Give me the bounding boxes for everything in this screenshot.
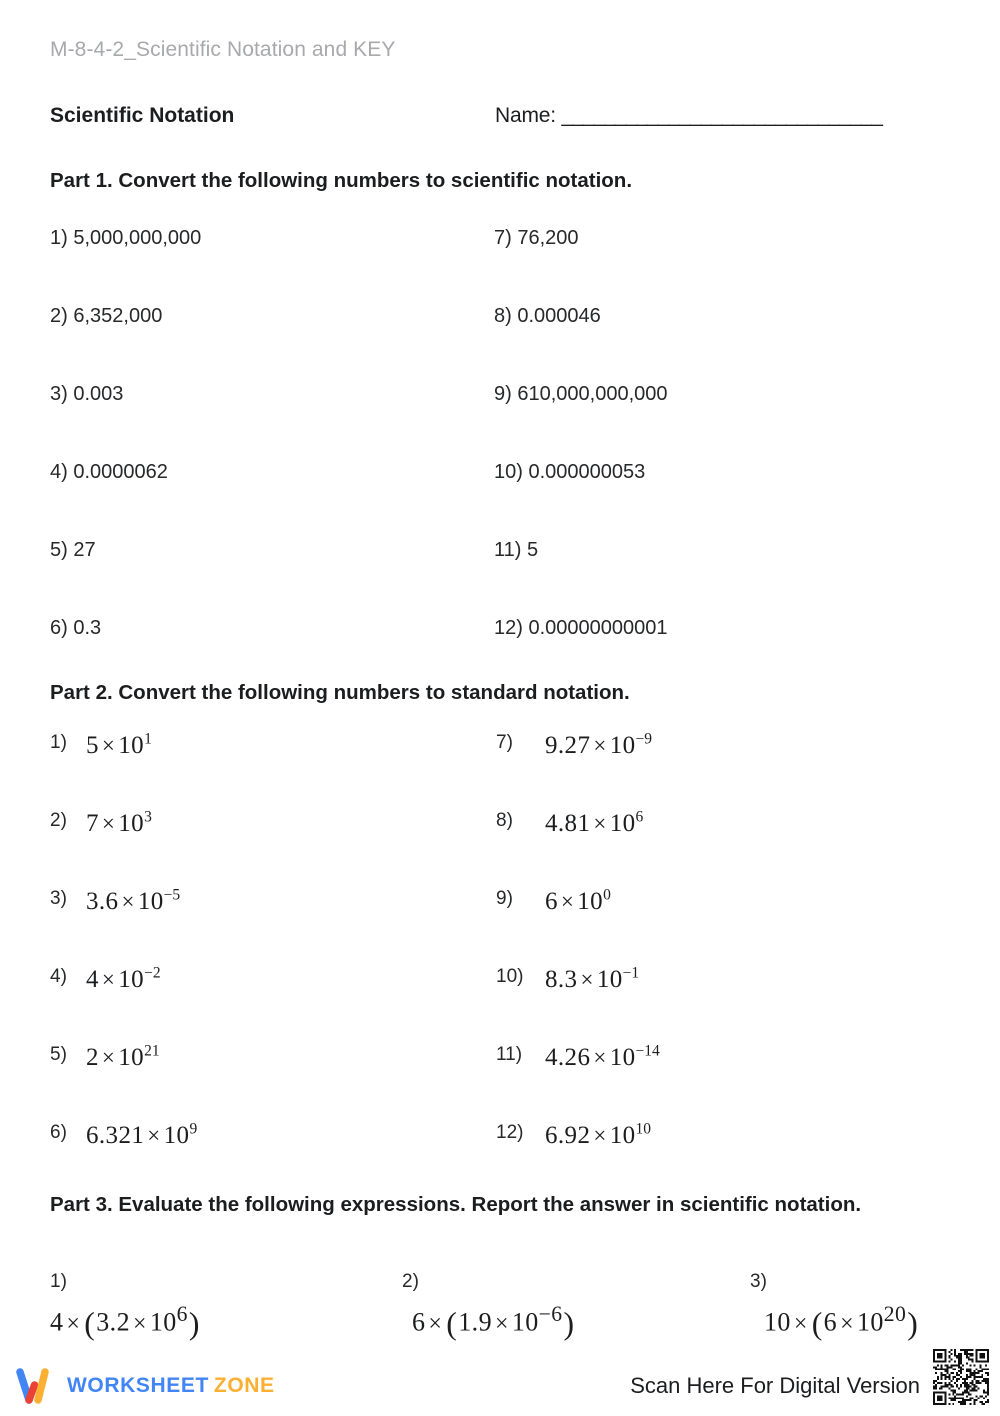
coefficient: 4	[50, 1307, 64, 1337]
power-base: 10	[163, 1122, 190, 1149]
part-1-problem	[50, 228, 201, 306]
scientific-notation-expression	[86, 808, 152, 837]
power-base: 10	[118, 732, 145, 759]
power-base: 10	[856, 1307, 884, 1337]
expression	[412, 1304, 575, 1340]
part-1-right-column	[494, 228, 668, 696]
exponent: 0	[603, 886, 611, 904]
worksheet-header	[50, 104, 970, 128]
problem-value: 0.000000053	[522, 461, 646, 483]
part-1-problem	[494, 306, 668, 384]
part-1-problem	[494, 228, 668, 306]
exponent: −1	[622, 964, 640, 982]
power-base: 10	[118, 966, 145, 993]
problem-number: 11)	[494, 539, 522, 561]
mantissa: 6	[823, 1307, 838, 1337]
power-base: 10	[609, 1044, 636, 1071]
scientific-notation-expression	[545, 1120, 652, 1149]
part-2-problem	[496, 964, 660, 1045]
multiplication-sign: ×	[793, 1310, 808, 1337]
multiplication-sign: ×	[494, 1310, 509, 1337]
open-paren: (	[446, 1305, 458, 1341]
mantissa: 3.2	[96, 1307, 130, 1337]
problem-number: 10)	[494, 461, 523, 483]
expression	[50, 1304, 201, 1340]
multiplication-sign: ×	[101, 733, 116, 758]
part-1-problem	[494, 384, 668, 462]
exponent: 6	[635, 808, 644, 826]
problem-number: 5)	[50, 1044, 67, 1065]
part-1-problem	[494, 462, 668, 540]
problem-number: 1)	[50, 227, 68, 249]
problem-value: 76,200	[511, 227, 579, 249]
power-base: 10	[596, 966, 623, 993]
mantissa: 3.6	[86, 888, 119, 915]
multiplication-sign: ×	[593, 733, 607, 758]
exponent: 9	[189, 1120, 198, 1138]
scientific-notation-expression	[86, 886, 181, 915]
power-base: 10	[511, 1307, 539, 1337]
problem-number: 10)	[496, 966, 524, 987]
multiplication-sign: ×	[593, 1123, 607, 1148]
problem-value: 0.0000062	[67, 461, 168, 483]
problem-value: 0.3	[67, 617, 102, 639]
coefficient: 10	[764, 1307, 791, 1337]
page-footer	[0, 1340, 1000, 1416]
qr-code[interactable]	[930, 1346, 992, 1408]
problem-number: 4)	[50, 966, 67, 987]
power-base: 10	[609, 810, 636, 837]
open-paren: (	[84, 1305, 96, 1341]
multiplication-sign: ×	[147, 1123, 161, 1148]
part-1-problem	[494, 540, 668, 618]
problem-number: 9)	[494, 383, 512, 405]
multiplication-sign: ×	[593, 811, 607, 836]
multiplication-sign: ×	[428, 1310, 443, 1337]
problem-number: 12)	[496, 1122, 524, 1143]
mantissa: 6.92	[545, 1122, 591, 1149]
mantissa: 2	[86, 1044, 99, 1071]
power-base: 10	[118, 810, 145, 837]
multiplication-sign: ×	[560, 889, 575, 914]
part-1-problem	[50, 462, 201, 540]
problem-number: 11)	[496, 1044, 523, 1065]
name-blank-line: ______________________________	[561, 104, 882, 127]
problem-number: 5)	[50, 539, 68, 561]
part-1-problem	[50, 540, 201, 618]
mantissa: 5	[86, 732, 99, 759]
part-2-problem	[50, 886, 197, 967]
problem-number: 8)	[494, 305, 512, 327]
power-base: 10	[118, 1044, 145, 1071]
problem-number: 12)	[494, 617, 523, 639]
name-label: Name:	[495, 104, 556, 127]
mantissa: 9.27	[545, 732, 591, 759]
part-2-problem	[50, 730, 197, 811]
scientific-notation-expression	[545, 808, 644, 837]
open-paren: (	[811, 1305, 823, 1341]
part-1-left-column	[50, 228, 201, 696]
close-paren: )	[563, 1305, 575, 1341]
power-base: 10	[577, 888, 604, 915]
problem-number: 2)	[50, 305, 68, 327]
exponent: −2	[144, 964, 161, 982]
problem-value: 5,000,000,000	[67, 227, 202, 249]
part-2-problem	[50, 1042, 197, 1123]
part-2-problem	[496, 808, 660, 889]
exponent: 20	[883, 1302, 907, 1326]
exponent: 3	[144, 808, 152, 826]
multiplication-sign: ×	[132, 1310, 147, 1337]
scientific-notation-expression	[545, 1042, 660, 1071]
power-base: 10	[609, 1122, 636, 1149]
mantissa: 8.3	[545, 966, 578, 993]
part-2-heading: Part 2. Convert the following numbers to standard notation.	[50, 681, 630, 704]
problem-number: 2)	[50, 810, 67, 831]
problem-value: 0.00000000001	[522, 617, 668, 639]
exponent: 1	[144, 730, 152, 748]
scientific-notation-expression	[545, 730, 653, 759]
power-base: 10	[149, 1307, 177, 1337]
part-2-problem	[496, 886, 660, 967]
exponent: 6	[176, 1302, 188, 1326]
problem-value: 0.000046	[511, 305, 601, 327]
part-2-problem	[496, 730, 660, 811]
part-3-problem	[402, 1272, 575, 1340]
part-3-problem	[50, 1272, 201, 1340]
part-1-problem	[50, 306, 201, 384]
part-2-problem	[50, 964, 197, 1045]
close-paren: )	[907, 1305, 919, 1341]
scan-instruction-text: Scan Here For Digital Version	[630, 1373, 920, 1398]
multiplication-sign: ×	[101, 967, 116, 992]
multiplication-sign: ×	[840, 1310, 854, 1337]
page-title: Scientific Notation	[50, 104, 235, 127]
logo-text-zone: ZONE	[213, 1374, 275, 1397]
scientific-notation-expression	[545, 886, 611, 915]
part-1-problem	[50, 384, 201, 462]
problem-value: 6,352,000	[67, 305, 163, 327]
scientific-notation-expression	[86, 730, 152, 759]
scientific-notation-expression	[86, 964, 161, 993]
mantissa: 6	[545, 888, 558, 915]
coefficient: 6	[412, 1307, 426, 1337]
part-1-heading: Part 1. Convert the following numbers to scientific notation.	[50, 169, 633, 192]
mantissa: 1.9	[458, 1307, 492, 1337]
multiplication-sign: ×	[121, 889, 135, 914]
power-base: 10	[609, 732, 636, 759]
part-2-problem	[50, 808, 197, 889]
problem-number: 1)	[50, 1271, 67, 1292]
document-title: M-8-4-2_Scientific Notation and KEY	[50, 38, 396, 61]
qr-code-image	[933, 1349, 989, 1405]
mantissa: 4.26	[545, 1044, 591, 1071]
part-3-heading: Part 3. Evaluate the following expressions. Report the answer in scientific notation.	[50, 1193, 862, 1216]
problem-value: 5	[521, 539, 539, 561]
problem-number: 3)	[50, 888, 67, 909]
worksheet-zone-logo[interactable]	[16, 1366, 275, 1406]
problem-value: 27	[67, 539, 96, 561]
logo-wordmark	[67, 1374, 275, 1398]
multiplication-sign: ×	[593, 1045, 607, 1070]
exponent: 10	[635, 1120, 652, 1138]
problem-number: 2)	[402, 1271, 419, 1292]
logo-w-icon	[16, 1366, 58, 1406]
problem-number: 6)	[50, 617, 68, 639]
scientific-notation-expression	[545, 964, 640, 993]
problem-value: 0.003	[67, 383, 124, 405]
problem-number: 3)	[750, 1271, 767, 1292]
exponent: −6	[538, 1302, 563, 1326]
expression	[764, 1304, 919, 1340]
exponent: −9	[635, 730, 653, 748]
multiplication-sign: ×	[101, 811, 116, 836]
problem-number: 1)	[50, 732, 67, 753]
multiplication-sign: ×	[101, 1045, 116, 1070]
multiplication-sign: ×	[580, 967, 594, 992]
power-base: 10	[137, 888, 164, 915]
part-2-left-column	[50, 730, 198, 1201]
problem-number: 4)	[50, 461, 68, 483]
logo-text-worksheet: WORKSHEET	[67, 1374, 209, 1397]
part-3-problem	[750, 1272, 919, 1340]
problem-number: 8)	[496, 810, 513, 831]
mantissa: 7	[86, 810, 99, 837]
problem-number: 3)	[50, 383, 68, 405]
problem-number: 9)	[496, 888, 513, 909]
scientific-notation-expression	[86, 1042, 160, 1071]
mantissa: 4.81	[545, 810, 591, 837]
problem-number: 7)	[494, 227, 512, 249]
close-paren: )	[188, 1305, 200, 1341]
mantissa: 4	[86, 966, 99, 993]
part-2-problem	[496, 1042, 660, 1123]
part-2-right-column	[496, 730, 660, 1201]
problem-value: 610,000,000,000	[511, 383, 668, 405]
exponent: −5	[163, 886, 181, 904]
exponent: 21	[144, 1042, 160, 1060]
scientific-notation-expression	[86, 1120, 198, 1149]
name-field[interactable]	[495, 104, 882, 128]
multiplication-sign: ×	[66, 1310, 81, 1337]
problem-number: 6)	[50, 1122, 67, 1143]
exponent: −14	[635, 1042, 660, 1060]
problem-number: 7)	[496, 732, 513, 753]
mantissa: 6.321	[86, 1122, 145, 1149]
